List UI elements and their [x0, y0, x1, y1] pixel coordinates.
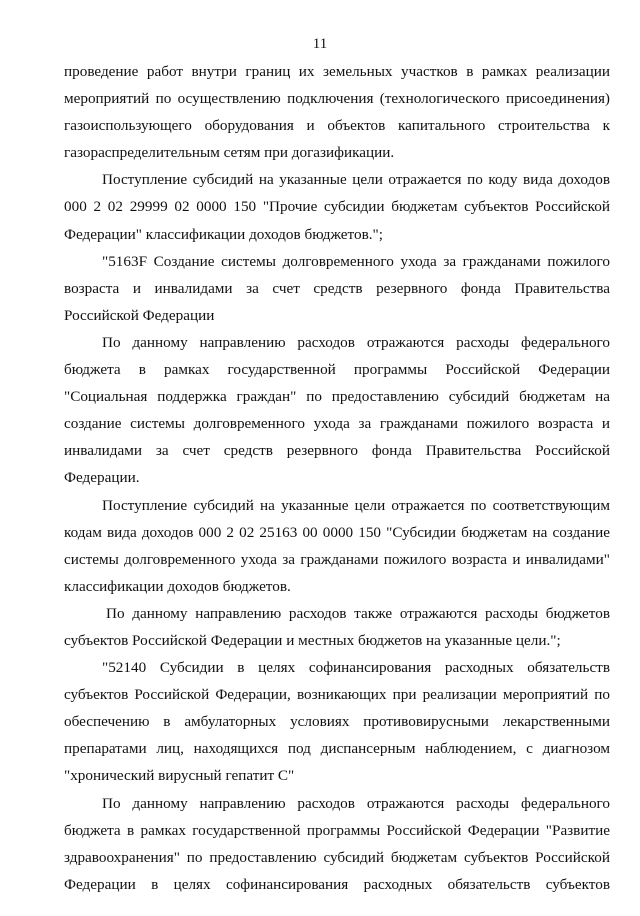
paragraph-52140-expenses: По данному направлению расходов отражаются расходы федерального бюджета в рамках государственной программы Российской Федерации "Развитие здравоохранения" по предоставлению субсидий бюджетам субъектов Российской Федерации в целях софинансирования расходных обязательств субъектов [64, 794, 610, 893]
paragraph-52140-heading: "52140 Субсидии в целях софинансирования расходных обязательств субъектов Российской Федерации, возникающих при реализации мероприятий по обеспечению в амбулаторных условиях противовирусными лекарственными препаратами лиц, находящихся под диспансерным наблюдением, с диагнозом "хронический вирусный гепатит С" [64, 659, 610, 785]
page-number: 11 [312, 36, 328, 52]
paragraph-regional-budgets: По данному направлению расходов также отражаются расходы бюджетов субъектов Российской Федерации и местных бюджетов на указанные цели."; [64, 604, 610, 649]
document-body [64, 58, 610, 898]
paragraph-gasification-continuation: проведение работ внутри границ их земельных участков в рамках реализации мероприятий по осуществлению подключения (технологического присоединения) газоиспользующего оборудования и объектов капитального строительства к газораспределительным сетям при догазификации. [64, 63, 610, 162]
paragraph-income-code-29999: Поступление субсидий на указанные цели отражается по коду вида доходов 000 2 02 29999 02 0000 150 "Прочие субсидии бюджетам субъектов Российской Федерации" классификации доходов бюджетов."; [64, 171, 610, 243]
paragraph-income-code-25163: Поступление субсидий на указанные цели отражается по соответствующим кодам вида доходов 000 2 02 25163 00 0000 150 "Субсидии бюджетам на создание системы долговременного ухода за гражданами пожилого возраста и инвалидами" классификации доходов бюджетов. [64, 496, 610, 595]
paragraph-5163f-heading: "5163F Создание системы долговременного ухода за гражданами пожилого возраста и инвалидами за счет средств резервного фонда Правительства Российской Федерации [64, 252, 610, 324]
paragraph-5163f-expenses: По данному направлению расходов отражаются расходы федерального бюджета в рамках государственной программы Российской Федерации "Социальная поддержка граждан" по предоставлению субсидий бюджетам на создание системы долговременного ухода за гражданами пожилого возраста и инвалидами за счет средств резервного фонда Правительства Российской Федерации. [64, 333, 610, 487]
